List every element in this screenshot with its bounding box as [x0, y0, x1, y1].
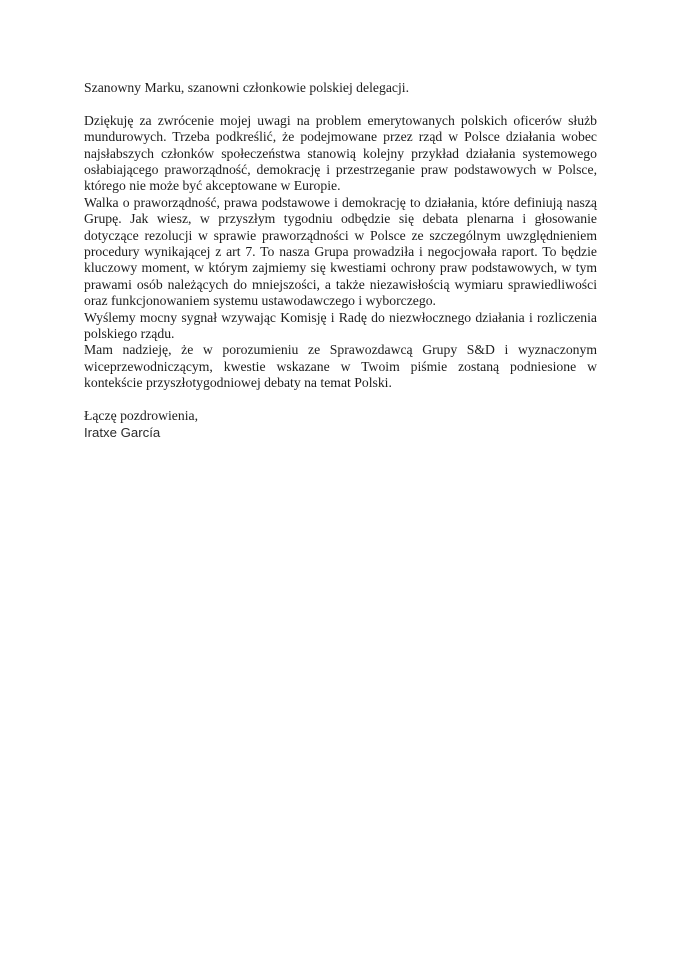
- letter-paragraph-4: Mam nadzieję, że w porozumieniu ze Sprawozdawcą Grupy S&D i wyznaczonym wiceprzewodniczącym, kwestie wskazane w Twoim piśmie zostaną podniesione w kontekście przyszłotygodniowej debaty na temat Polski.: [84, 342, 597, 391]
- letter-closing-block: [84, 408, 597, 441]
- letter-closing: Łączę pozdrowienia,: [84, 408, 198, 424]
- letter-paragraph-3: Wyślemy mocny sygnał wzywając Komisję i Radę do niezwłocznego działania i rozliczenia polskiego rządu.: [84, 309, 597, 342]
- letter-signature: Iratxe García: [84, 424, 161, 440]
- letter-body: [84, 80, 597, 441]
- letter-salutation: Szanowny Marku, szanowni członkowie polskiej delegacji.: [84, 80, 409, 95]
- letter-paragraph-2: Walka o praworządność, prawa podstawowe i demokrację to działania, które definiują naszą Grupę. Jak wiesz, w przyszłym tygodniu odbędzie się debata plenarna i głosowanie dotyczące rezolucji w sprawie praworządności w Polsce ze szczególnym uwzględnieniem procedury wynikającej z art 7. To nasza Grupa prowadziła i negocjowała raport. To będzie kluczowy moment, w którym zajmiemy się kwestiami ochrony praw podstawowych, w tym prawami osób należących do mniejszości, a także niezawisłością wymiaru sprawiedliwości oraz funkcjonowaniem systemu ustawodawczego i wyborczego.: [84, 194, 597, 309]
- letter-paragraph-1: Dziękuję za zwrócenie mojej uwagi na problem emerytowanych polskich oficerów służb mundurowych. Trzeba podkreślić, że podejmowane przez rząd w Polsce działania wobec najsłabszych członków społeczeństwa stanowią kolejny przykład działania systemowego osłabiającego praworządność, demokrację i przestrzeganie praw podstawowych w Polsce, którego nie może być akceptowane w Europie.: [84, 112, 597, 194]
